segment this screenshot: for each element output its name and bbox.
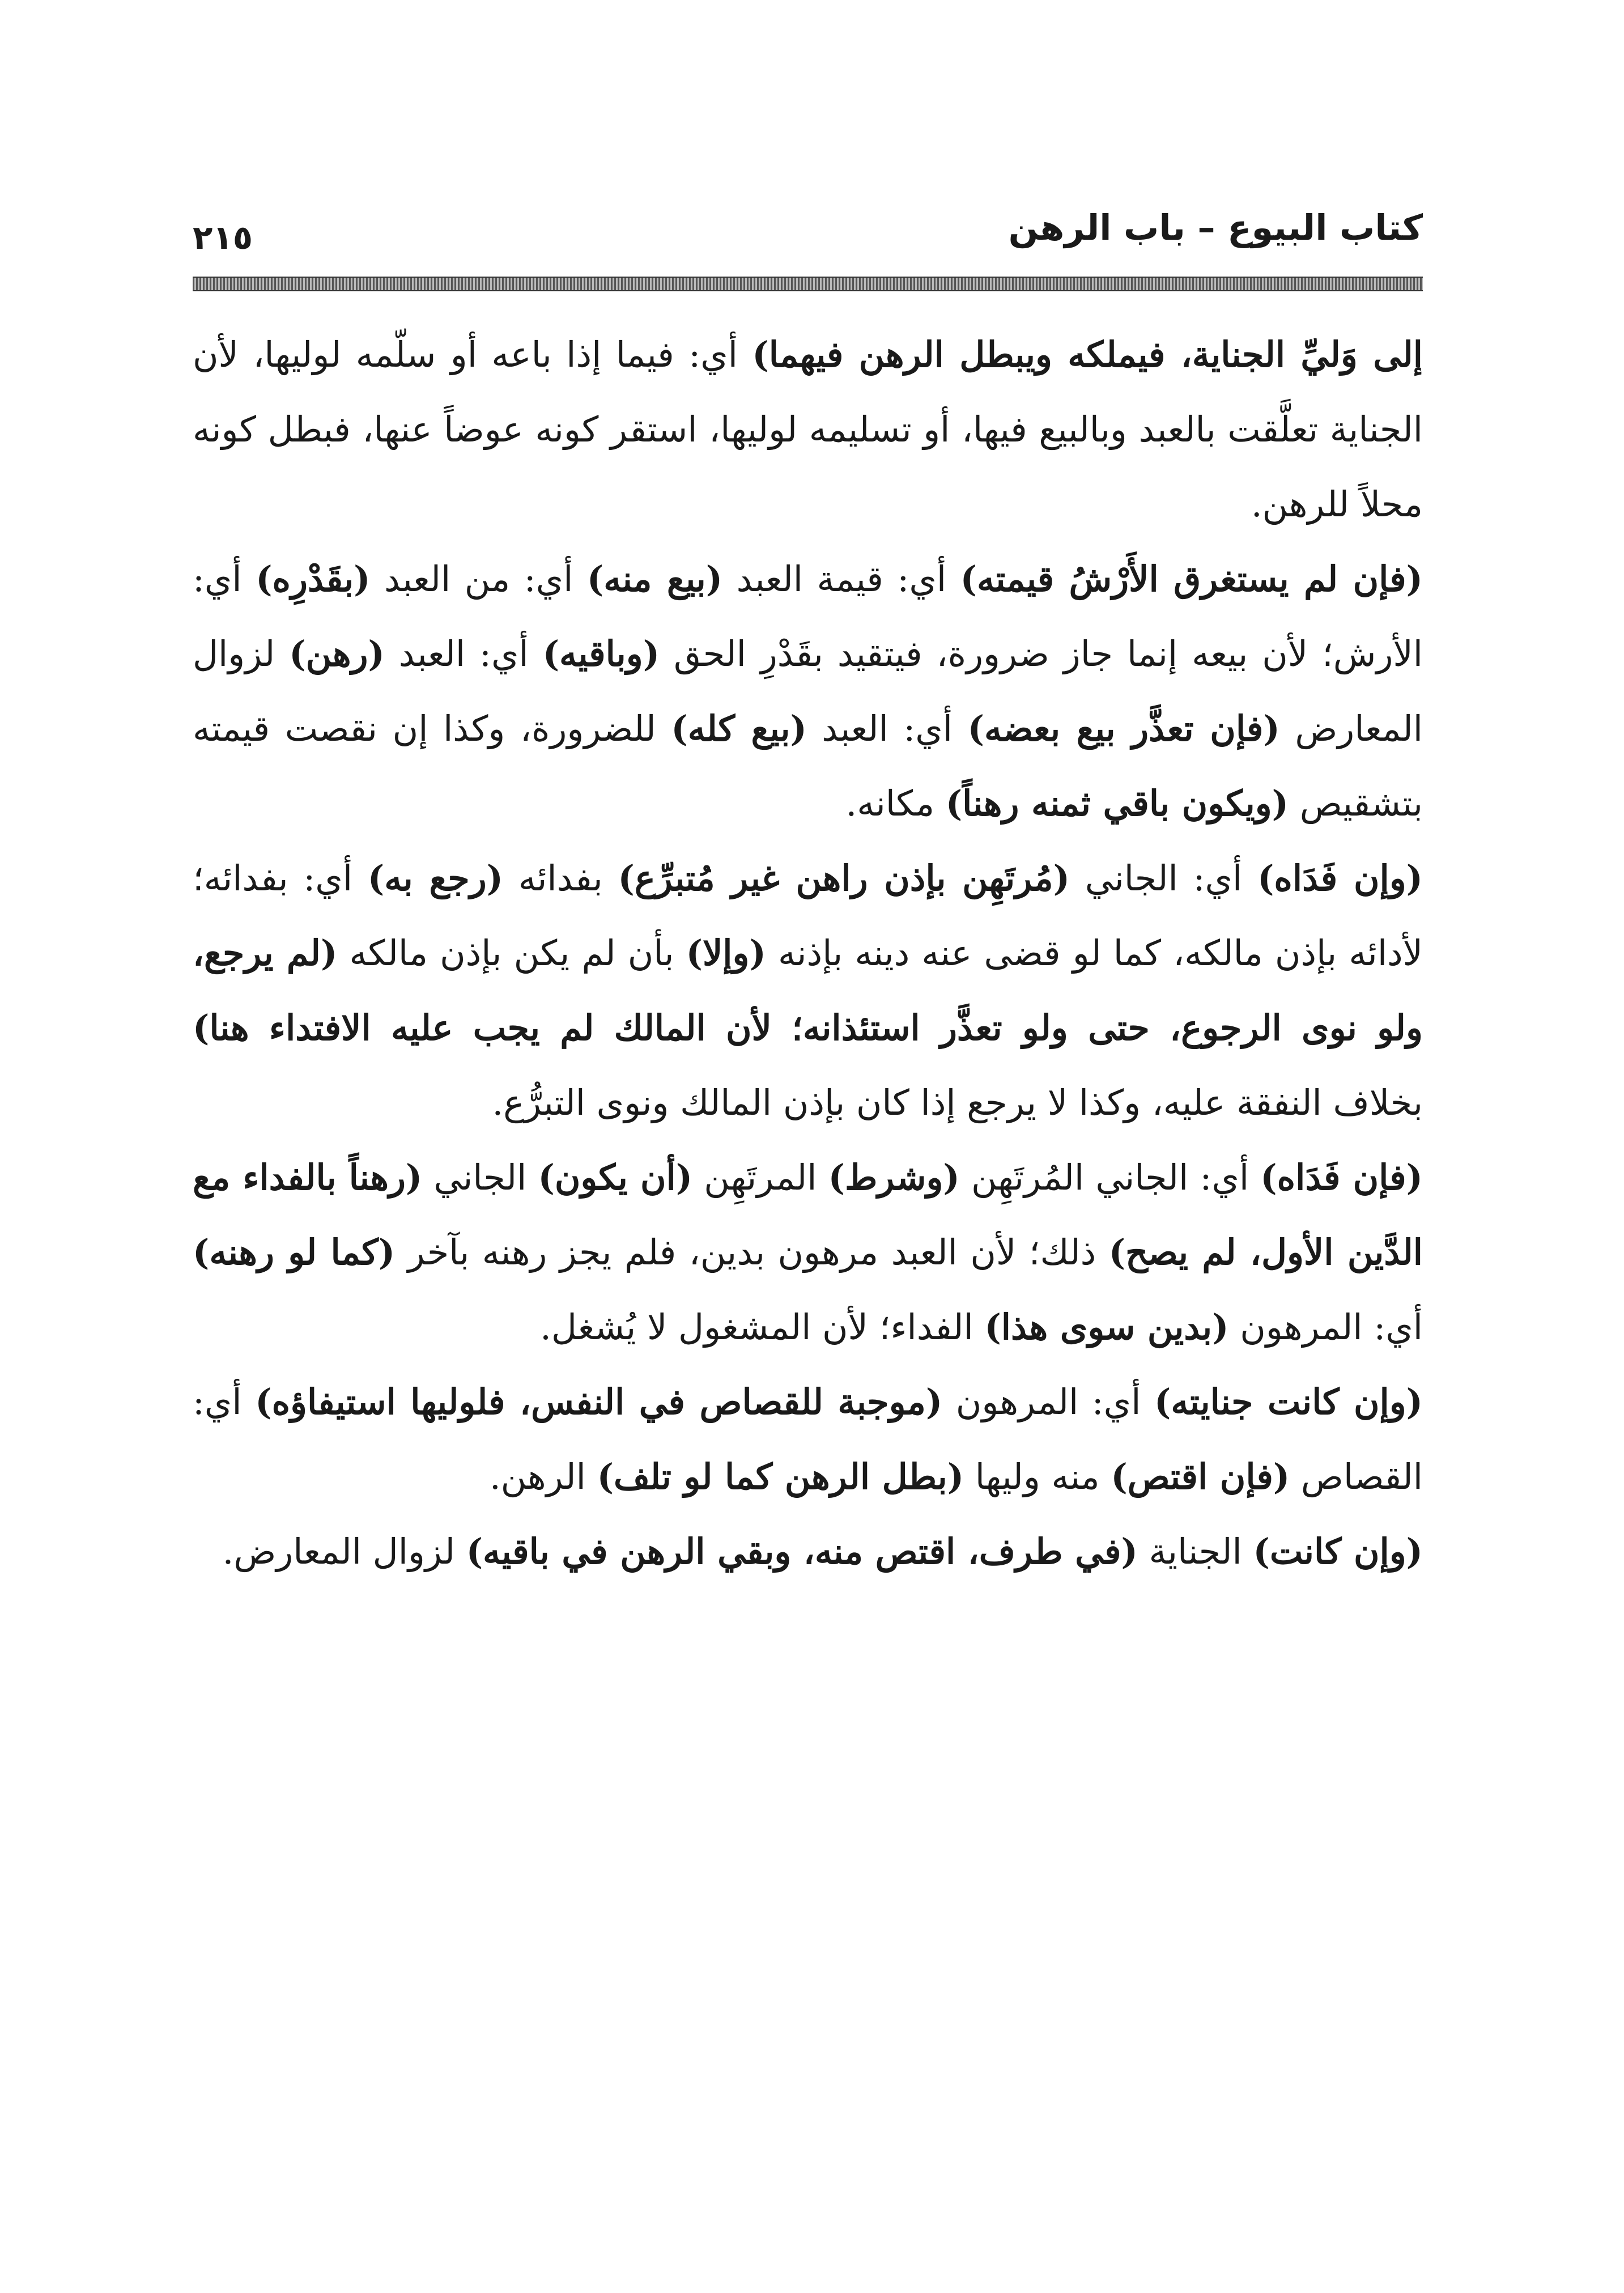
bold-run: (فإن لم يستغرق الأَرْشُ قيمته) <box>960 558 1423 600</box>
bold-run: (فإن تعذَّر بيع بعضه) <box>967 708 1280 749</box>
text-run: أي: الأرش؛ لأن بيعه إنما جاز ضرورة، فيتقيد بقَدْرِ الحق <box>193 558 1423 674</box>
bold-run: (موجبة للقصاص في النفس، فلوليها استيفاؤه) <box>255 1381 943 1422</box>
paragraph-5 <box>193 1365 1423 1514</box>
text-run: أي: المرهون <box>1228 1306 1423 1348</box>
bold-run: (بقَدْرِه) <box>256 558 371 600</box>
page-number: ٢١٥ <box>193 218 253 257</box>
text-run: المرتَهِن <box>692 1157 828 1198</box>
paragraph-6 <box>193 1514 1423 1589</box>
bold-run: (بدين سوى هذا) <box>984 1306 1229 1348</box>
bold-run: (رهناً بالفداء مع الدَّين الأول، لم يصح) <box>193 1157 1423 1273</box>
text-run: للضرورة، وكذا إن نقصت قيمته بتشقيص <box>193 708 1423 824</box>
paragraph-1 <box>193 317 1423 542</box>
text-run: ذلك؛ لأن العبد مرهون بدين، فلم يجز رهنه بآخر <box>395 1232 1109 1273</box>
bold-run: (وباقيه) <box>542 633 660 674</box>
text-run: بأن لم يكن بإذن مالكه <box>337 932 686 974</box>
text-run: أي: بفدائه؛ لأدائه بإذن مالكه، كما لو قضى عنه دينه بإذنه <box>193 857 1423 974</box>
bold-run: (أن يكون) <box>538 1157 693 1198</box>
bold-run: (وشرط) <box>828 1157 960 1198</box>
text-run: لزوال المعارض <box>193 633 1423 749</box>
bold-run: (بطل الرهن كما لو تلف) <box>597 1456 964 1497</box>
text-run: مكانه. <box>845 783 946 824</box>
bold-run: (وإن كانت جنايته) <box>1154 1381 1423 1422</box>
bold-run: (رجع به) <box>367 857 504 899</box>
paragraph-2 <box>193 542 1423 841</box>
bold-run: (مُرتَهِن بإذن راهن غير مُتبرِّع) <box>618 857 1070 899</box>
bold-run: (في طرف، اقتص منه، وبقي الرهن في باقيه) <box>466 1531 1138 1572</box>
text-run: أي: المرهون <box>942 1381 1155 1422</box>
text-run: الجناية <box>1137 1531 1253 1572</box>
bold-run: (فإن فَدَاه) <box>1260 1157 1423 1198</box>
text-run: أي: فيما إذا باعه أو سلّمه لوليها، لأن الجناية تعلَّقت بالعبد وبالبيع فيها، أو تسليمه لوليها، استقر كونه عوضاً عنها، فبطل كونه محلاً للرهن. <box>193 334 1423 525</box>
text-run: أي: الجاني المُرتَهِن <box>959 1157 1261 1198</box>
text-run: أي: العبد <box>384 633 543 674</box>
body-text <box>193 317 1423 1589</box>
text-run: الجاني <box>422 1157 538 1198</box>
text-run: أي: من العبد <box>370 558 587 600</box>
text-run: بخلاف النفقة عليه، وكذا لا يرجع إذا كان بإذن المالك ونوى التبرُّع. <box>492 1082 1423 1123</box>
text-run: الرهن. <box>489 1456 597 1497</box>
bold-run: (وإن كانت) <box>1253 1531 1423 1572</box>
text-run: بفدائه <box>503 857 618 899</box>
header-rule <box>193 277 1423 291</box>
text-run: أي: قيمة العبد <box>722 558 960 600</box>
paragraph-4 <box>193 1140 1423 1365</box>
text-run: أي: العبد <box>806 708 968 749</box>
bold-run: (فإن اقتص) <box>1111 1456 1290 1497</box>
paragraph-3 <box>193 841 1423 1140</box>
text-run: منه وليها <box>964 1456 1111 1497</box>
running-title: كتاب البيوع – باب الرهن <box>1008 207 1423 248</box>
bold-run: (ويكون باقي ثمنه رهناً) <box>945 783 1289 824</box>
text-run: أي: الجاني <box>1069 857 1258 899</box>
page-header <box>193 201 1423 275</box>
bold-run: إلى وَليِّ الجناية، فيملكه ويبطل الرهن فيهما) <box>752 334 1423 375</box>
bold-run: (وإلا) <box>686 932 766 974</box>
bold-run: (بيع منه) <box>586 558 723 600</box>
text-run: لزوال المعارض. <box>222 1531 466 1572</box>
bold-run: (وإن فَدَاه) <box>1257 857 1423 899</box>
text-run: الفداء؛ لأن المشغول لا يُشغل. <box>540 1306 985 1348</box>
bold-run: (رهن) <box>289 633 385 674</box>
bold-run: (لم يرجع، ولو نوى الرجوع، حتى ولو تعذَّر استئذانه؛ لأن المالك لم يجب عليه الافتداء هنا) <box>193 932 1423 1048</box>
bold-run: (كما لو رهنه) <box>193 1232 396 1273</box>
bold-run: (بيع كله) <box>671 708 807 749</box>
text-run: أي: القصاص <box>193 1381 1423 1497</box>
